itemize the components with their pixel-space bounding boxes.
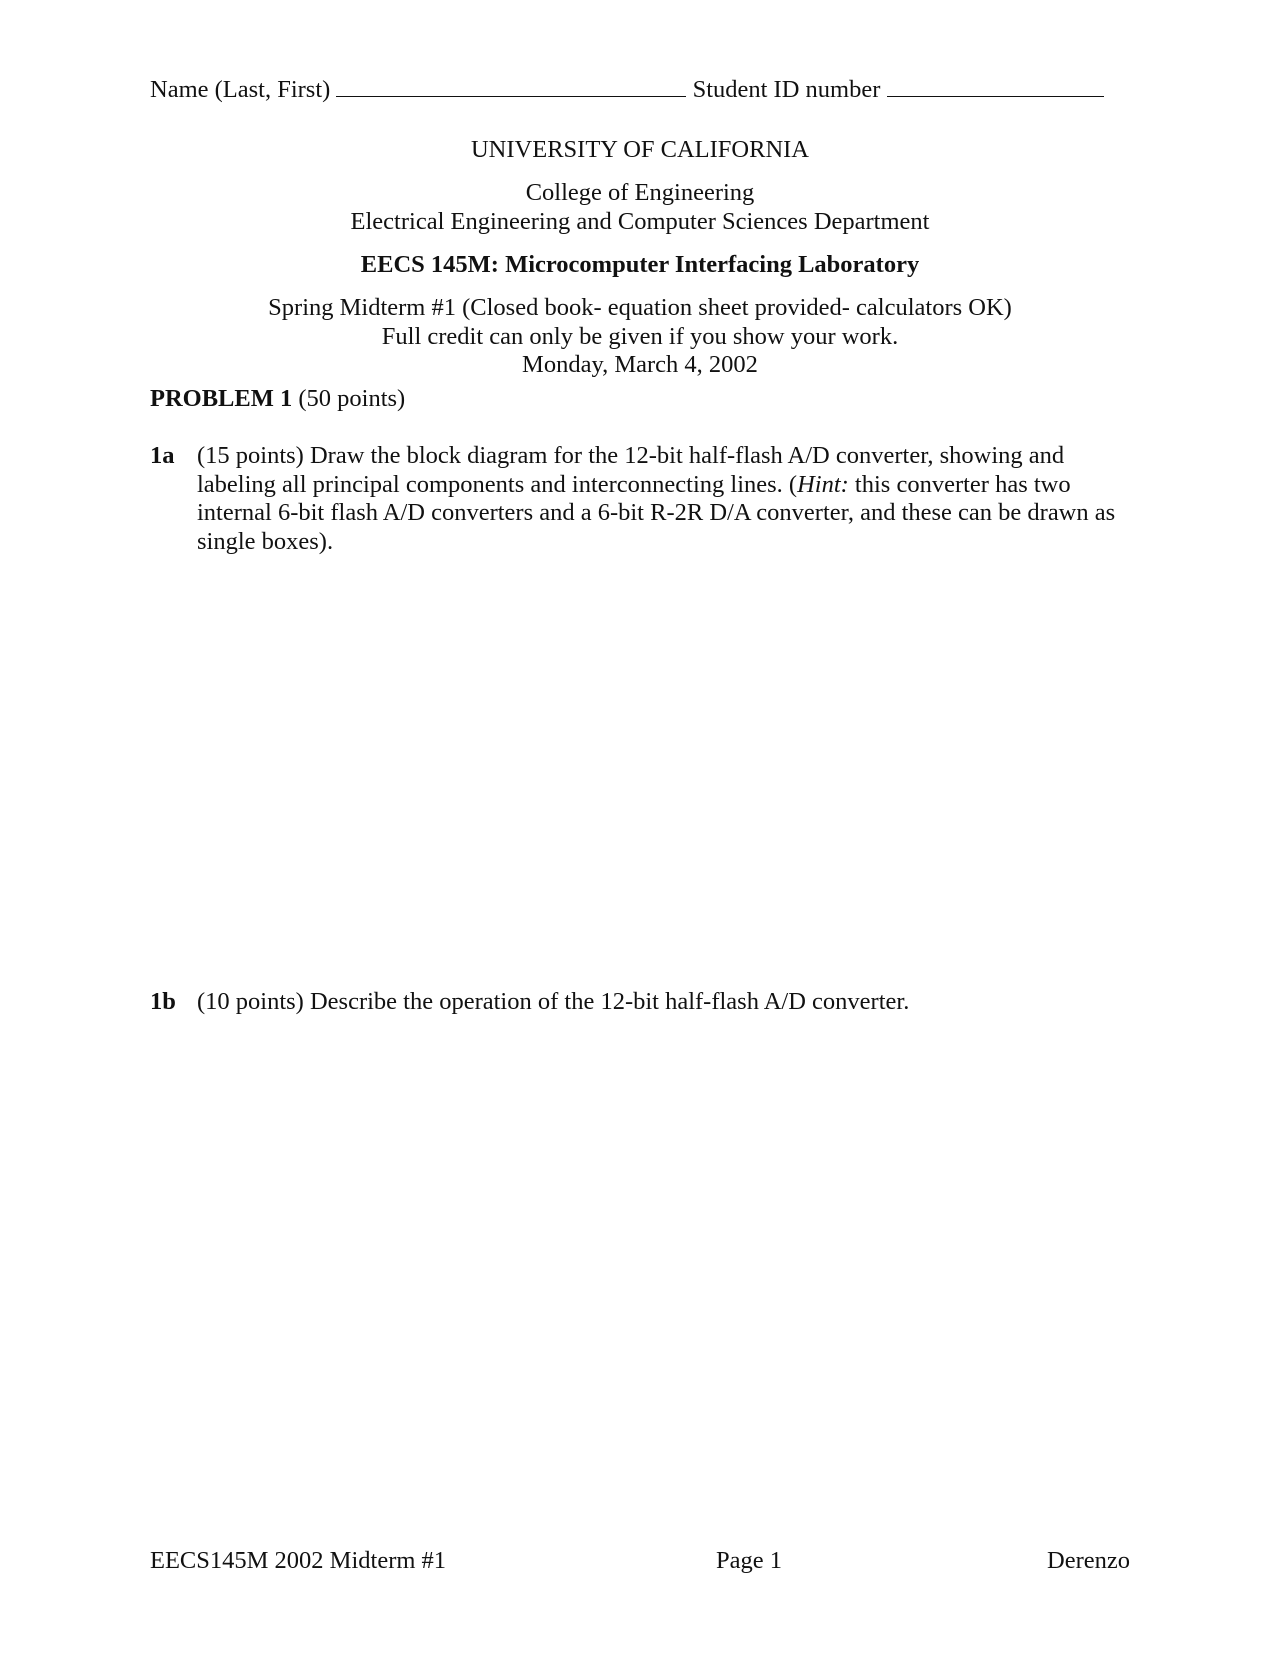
exam-instructions: Full credit can only be given if you show your work.	[381, 323, 899, 350]
name-blank[interactable]	[336, 76, 686, 97]
question-1a-body: (15 points) Draw the block diagram for the 12-bit half-flash A/D converter, showing and labeling all principal components and interconnecting lines. (	[197, 442, 1065, 498]
question-1a-hint-label: Hint:	[797, 470, 849, 498]
problem-points: (50 points)	[298, 385, 406, 412]
question-1a-hint: this converter has two internal 6-bit flash A/D converters and a 6-bit R-2R D/A converter, and these can be drawn as single boxes).	[197, 470, 1116, 555]
question-1a-text	[197, 442, 1129, 556]
header-line	[150, 75, 1104, 104]
answer-area-1b[interactable]	[150, 1030, 1130, 1510]
problem-label: PROBLEM 1	[150, 385, 293, 412]
exam-title: Spring Midterm #1 (Closed book- equation sheet provided- calculators OK)	[268, 294, 1012, 321]
department-name: Electrical Engineering and Computer Sciences Department	[350, 208, 930, 235]
footer-author: Derenzo	[1047, 1547, 1130, 1574]
question-1b-number: 1b	[150, 988, 176, 1015]
college-name: College of Engineering	[525, 179, 755, 206]
answer-area-1a[interactable]	[150, 570, 1130, 970]
problem-header	[150, 384, 405, 413]
footer-left: EECS145M 2002 Midterm #1	[150, 1547, 447, 1574]
question-1a-number: 1a	[150, 442, 175, 469]
question-1b-text: (10 points) Describe the operation of the 12-bit half-flash A/D converter.	[197, 988, 910, 1015]
student-id-label: Student ID number	[692, 76, 881, 103]
university-title: UNIVERSITY OF CALIFORNIA	[470, 136, 809, 163]
name-label: Name (Last, First)	[150, 76, 331, 103]
footer-page-number: Page 1	[716, 1547, 782, 1574]
student-id-blank[interactable]	[887, 76, 1104, 97]
course-title: EECS 145M: Microcomputer Interfacing Laboratory	[360, 251, 920, 278]
exam-date: Monday, March 4, 2002	[522, 351, 758, 378]
